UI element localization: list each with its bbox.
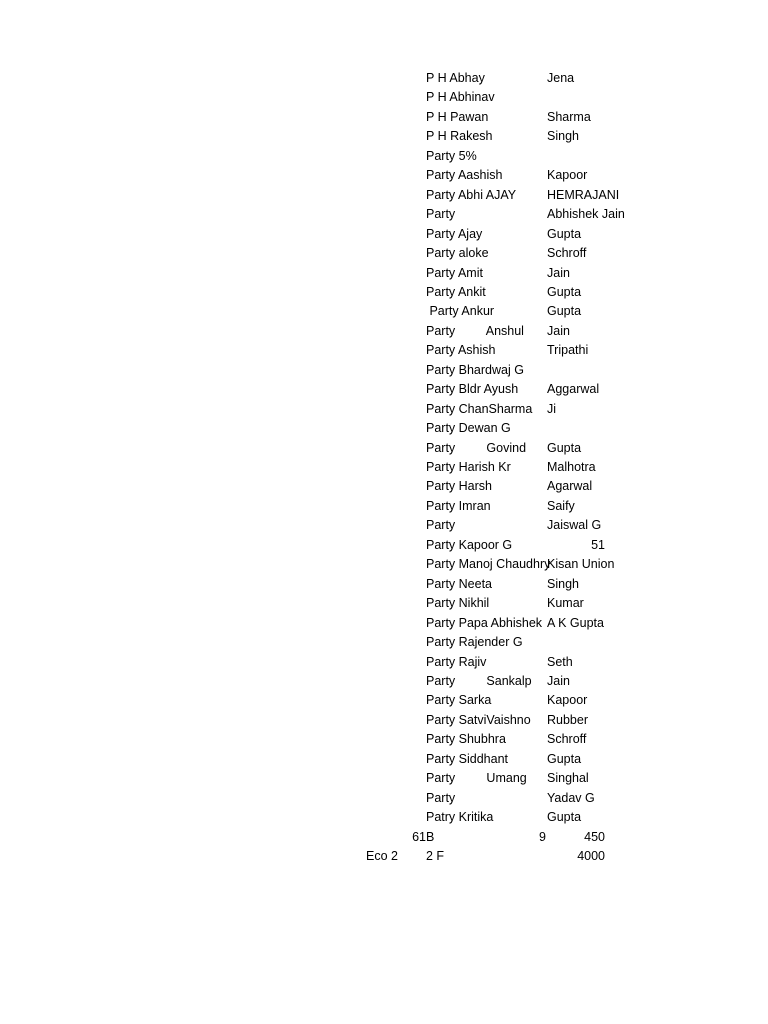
- first-name-cell: Party Sarka: [426, 693, 492, 708]
- first-name-cell: Party SatviVaishno: [426, 712, 531, 727]
- last-name-cell: Singh: [547, 129, 579, 144]
- first-name-cell: Party: [426, 518, 456, 533]
- last-name-cell: Kumar: [547, 596, 584, 611]
- last-name-cell: [547, 633, 607, 653]
- first-name-cell: Party Kapoor G: [426, 537, 513, 552]
- last-name-cell: Saify: [547, 498, 575, 513]
- first-name-cell: Party Dewan G: [426, 421, 511, 436]
- last-name-cell: Rubber: [547, 712, 588, 727]
- table-row: [0, 439, 768, 459]
- table-row: [0, 283, 768, 303]
- last-name-cell: Gupta: [547, 810, 582, 825]
- table-row: [0, 750, 768, 770]
- last-name-cell: [547, 88, 607, 108]
- last-name-cell: Sharma: [547, 109, 591, 124]
- table-row: [0, 244, 768, 264]
- first-name-cell: Party Imran: [426, 498, 491, 513]
- last-name-cell: Malhotra: [547, 460, 596, 474]
- table-row: [0, 400, 768, 420]
- table-row: [0, 302, 768, 322]
- table-row: [0, 127, 768, 147]
- table-row: [0, 730, 768, 750]
- number-cell: 61: [412, 829, 426, 844]
- table-row: [0, 186, 768, 206]
- first-name-cell: P H Abhay: [426, 71, 485, 85]
- first-name-cell: Party Aashish: [426, 168, 503, 183]
- table-row: [0, 458, 768, 478]
- table-row: [0, 536, 768, 556]
- table-row: [0, 477, 768, 497]
- last-name-cell: Jain: [547, 265, 570, 280]
- number-cell: 9: [539, 829, 546, 844]
- first-name-cell: Party: [426, 790, 456, 805]
- table-row: [0, 380, 768, 400]
- table-row: [0, 633, 768, 653]
- first-name-cell: Party ChanSharma: [426, 401, 533, 416]
- last-name-cell: Tripathi: [547, 343, 589, 358]
- last-name-cell: Schroff: [547, 732, 587, 747]
- first-name-cell: Party Abhi AJAY: [426, 187, 517, 202]
- first-name-cell: P H Rakesh: [426, 129, 493, 144]
- first-name-cell: Patry Kritika: [426, 810, 494, 825]
- table-row: [0, 691, 768, 711]
- table-row: [0, 361, 768, 381]
- number-cell: 450: [584, 829, 605, 844]
- first-name-cell: Party Rajender G: [426, 635, 523, 650]
- table-row: [0, 225, 768, 245]
- last-name-cell: Jena: [547, 71, 575, 85]
- last-name-cell: Aggarwal: [547, 382, 600, 397]
- table-row: [0, 108, 768, 128]
- table-row: [0, 322, 768, 342]
- number-cell: 51: [591, 537, 605, 552]
- table-row: [0, 808, 768, 828]
- table-row: [0, 516, 768, 536]
- first-name-cell: Party Neeta: [426, 576, 493, 591]
- first-name-cell: Party Amit: [426, 265, 483, 280]
- table-row: [0, 653, 768, 673]
- last-name-cell: Gupta: [547, 751, 582, 766]
- first-name-cell: Party Sankalp: [426, 673, 532, 688]
- table-row: [0, 264, 768, 284]
- first-name-cell: Party Ajay: [426, 226, 483, 241]
- last-name-cell: Kapoor: [547, 693, 588, 708]
- first-name-cell: Party Umang: [426, 771, 527, 786]
- first-name-cell: Party Harsh: [426, 479, 492, 494]
- table-row: [0, 147, 768, 167]
- code-cell: B: [426, 829, 435, 844]
- last-name-cell: Seth: [547, 654, 573, 669]
- first-name-cell: Party Papa Abhishek: [426, 615, 543, 630]
- table-row: [0, 575, 768, 595]
- last-name-cell: Gupta: [547, 440, 582, 455]
- first-name-cell: Party Shubhra: [426, 732, 506, 747]
- table-row: [0, 789, 768, 809]
- last-name-cell: Ji: [547, 401, 557, 416]
- first-name-cell: P H Abhinav: [426, 90, 495, 105]
- first-name-cell: Party Rajiv: [426, 654, 487, 669]
- code-cell: 2 F: [426, 849, 445, 863]
- first-name-cell: Party aloke: [426, 246, 489, 261]
- last-name-cell: Singh: [547, 576, 579, 591]
- last-name-cell: [547, 147, 607, 167]
- last-name-cell: Agarwal: [547, 479, 593, 494]
- last-name-cell: Gupta: [547, 284, 582, 299]
- first-name-cell: Party Ankit: [426, 284, 486, 299]
- table-row: [0, 341, 768, 361]
- first-name-cell: Party 5%: [426, 148, 477, 163]
- first-name-cell: Party Nikhil: [426, 596, 490, 611]
- table-row: [0, 69, 768, 89]
- table-row: [0, 672, 768, 692]
- first-name-cell: Party Ashish: [426, 343, 496, 358]
- last-name-cell: Kapoor: [547, 168, 588, 183]
- table-row: [0, 88, 768, 108]
- last-name-cell: Gupta: [547, 304, 582, 319]
- table-row: [0, 594, 768, 614]
- last-name-cell: [547, 419, 607, 439]
- first-name-cell: Party Manoj Chaudhry: [426, 557, 551, 572]
- table-row: [0, 205, 768, 225]
- last-name-cell: Gupta: [547, 226, 582, 241]
- last-name-cell: A K Gupta: [547, 615, 604, 630]
- last-name-cell: Singhal: [547, 771, 589, 786]
- last-name-cell: [547, 361, 607, 381]
- first-name-cell: Party Anshul: [426, 323, 524, 338]
- last-name-cell: Kisan Union: [547, 557, 615, 572]
- summary-row: [0, 847, 768, 867]
- table-row: [0, 497, 768, 517]
- number-cell: 4000: [577, 849, 605, 863]
- table-row: [0, 555, 768, 575]
- last-name-cell: Schroff: [547, 246, 587, 261]
- first-name-cell: Party Bldr Ayush: [426, 382, 519, 397]
- last-name-cell: Abhishek Jain: [547, 207, 625, 222]
- table-row: [0, 711, 768, 731]
- first-name-cell: Party Bhardwaj G: [426, 362, 524, 377]
- table-row: [0, 419, 768, 439]
- last-name-cell: Jain: [547, 673, 570, 688]
- first-name-cell: Party Govind: [426, 440, 527, 455]
- summary-row: [0, 828, 768, 848]
- first-name-cell: Party Ankur: [426, 304, 495, 319]
- first-name-cell: P H Pawan: [426, 109, 489, 124]
- first-name-cell: Party: [426, 207, 456, 222]
- table-row: [0, 166, 768, 186]
- last-name-cell: HEMRAJANI: [547, 187, 620, 202]
- last-name-cell: Jaiswal G: [547, 518, 602, 533]
- table-row: [0, 769, 768, 789]
- last-name-cell: Yadav G: [547, 790, 595, 805]
- last-name-cell: Jain: [547, 323, 570, 338]
- table-row: [0, 614, 768, 634]
- first-name-cell: Party Harish Kr: [426, 460, 511, 474]
- row-label-cell: Eco 2: [366, 849, 398, 863]
- first-name-cell: Party Siddhant: [426, 751, 508, 766]
